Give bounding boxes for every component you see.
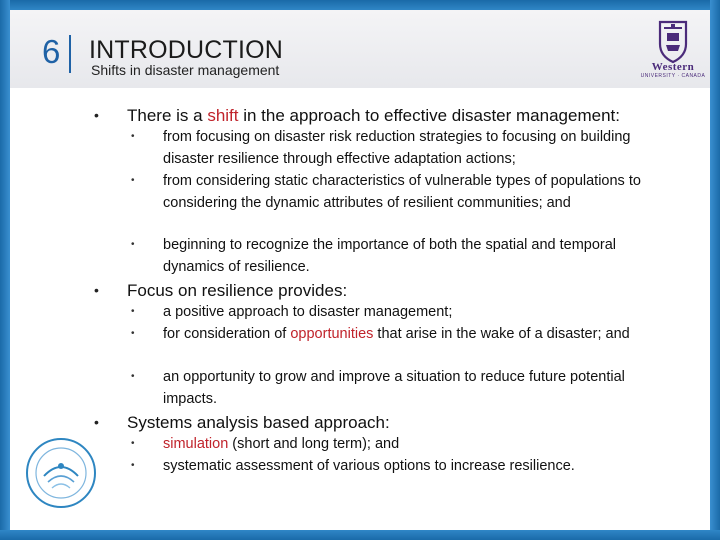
slide-number: 6 <box>42 33 61 70</box>
text-segment: in the approach to effective disaster management: <box>238 106 620 125</box>
text-segment: (short and long term); and <box>228 436 400 452</box>
building-resilient-communities-badge <box>24 436 98 510</box>
sub-bullet-marker: • <box>131 175 135 186</box>
highlighted-term: simulation <box>163 436 229 452</box>
logo-tagline: UNIVERSITY · CANADA <box>640 73 706 79</box>
bullet-marker: • <box>94 414 99 430</box>
bullet-level-1 <box>127 281 347 301</box>
bullet-level-2 <box>163 456 663 478</box>
bullet-marker: • <box>94 282 99 298</box>
bullet-level-1 <box>127 106 620 126</box>
text-segment: systematic assessment of various options to increase resilience. <box>163 458 575 474</box>
text-segment: There is a <box>127 106 208 125</box>
text-segment: beginning to recognize the importance of both the spatial and temporal dynamics of resilience. <box>163 237 617 275</box>
slide-title: INTRODUCTION <box>89 36 284 64</box>
bullet-level-2 <box>163 235 663 278</box>
bullet-level-2 <box>163 171 663 214</box>
bullet-level-2 <box>163 367 663 410</box>
text-segment: from considering static characteristics of vulnerable types of populations to considering the dynamic attributes of resilient communities; and <box>163 173 641 211</box>
sub-bullet-marker: • <box>131 328 135 339</box>
bullet-level-2 <box>163 324 663 346</box>
text-segment: Focus on resilience provides: <box>127 281 348 300</box>
text-segment: a positive approach to disaster management; <box>163 304 453 320</box>
text-segment: from focusing on disaster risk reduction strategies to focusing on building disaster resilience through effective adaptation actions; <box>163 129 631 167</box>
sub-bullet-marker: • <box>131 438 135 449</box>
text-segment: an opportunity to grow and improve a situation to reduce future potential impacts. <box>163 369 625 407</box>
highlighted-term: opportunities <box>290 326 374 342</box>
bullet-level-1 <box>127 413 390 433</box>
text-segment: Systems analysis based approach: <box>127 413 390 432</box>
bullet-level-2 <box>163 302 663 324</box>
text-segment: that arise in the wake of a disaster; and <box>373 326 630 342</box>
logo-wordmark: Western <box>651 61 695 73</box>
bullet-level-2 <box>163 127 663 170</box>
sub-bullet-marker: • <box>131 460 135 471</box>
bullet-level-2 <box>163 434 663 456</box>
text-segment: for consideration of <box>163 326 291 342</box>
sub-bullet-marker: • <box>131 239 135 250</box>
sub-bullet-marker: • <box>131 371 135 382</box>
highlighted-term: shift <box>207 106 239 125</box>
sub-bullet-marker: • <box>131 306 135 317</box>
bullet-marker: • <box>94 107 99 123</box>
slide-subtitle: Shifts in disaster management <box>91 62 280 78</box>
sub-bullet-marker: • <box>131 131 135 142</box>
